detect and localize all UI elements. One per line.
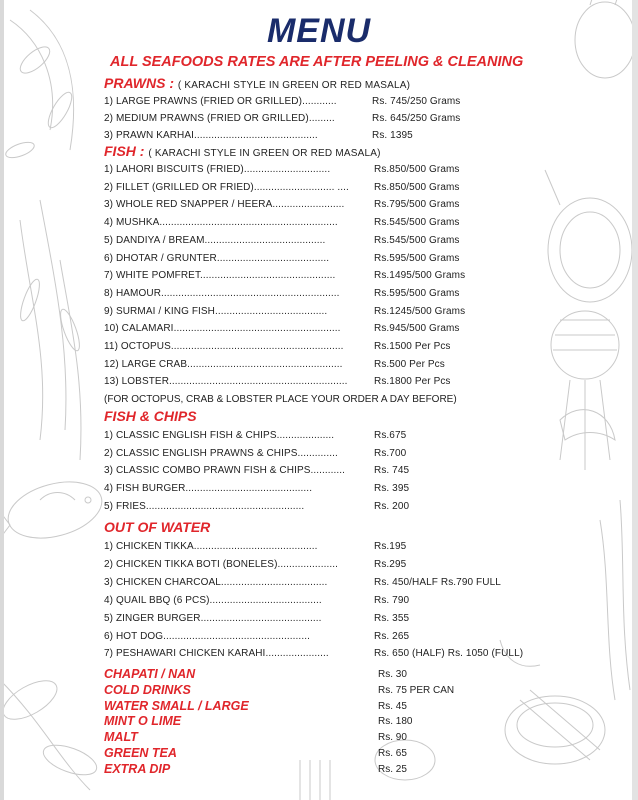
item-price: Rs.545/500 Grams [374,234,460,246]
item-price: Rs. 650 (HALF) Rs. 1050 (FULL) [374,648,524,660]
item-price: Rs.295 [374,558,407,570]
menu-item [104,217,574,233]
extra-item-name: CHAPATI / NAN [104,667,196,681]
item-name: 1) CHICKEN TIKKA [104,541,194,552]
item-price: Rs.1800 Per Pcs [374,376,451,388]
item-price: Rs. 1395 [372,130,413,142]
item-leader-dots: .......................................... [200,612,322,624]
extra-item-name: WATER SMALL / LARGE [104,698,249,713]
item-name: 10) CALAMARI [104,323,174,335]
extra-item-name: MALT [104,730,138,745]
menu-item [104,182,574,198]
item-name: 3) CLASSIC COMBO PRAWN FISH & CHIPS [104,465,311,477]
item-price: Rs.795/500 Grams [374,199,460,211]
item-leader-dots: ..................................... [220,576,328,588]
seafood-notice: ALL SEAFOODS RATES ARE AFTER PEELING & CLEANING [110,54,524,70]
menu-item [104,253,574,269]
menu-item [104,96,574,112]
menu-item [104,359,574,375]
item-name: 11) OCTOPUS [104,341,171,352]
item-leader-dots: ........................................... [193,541,318,552]
item-price: Rs. 450/HALF Rs.790 FULL [374,576,501,588]
item-leader-dots: ....................................... [216,252,330,264]
item-leader-dots: ......... [308,113,335,125]
item-price: Rs.945/500 Grams [374,323,460,335]
extra-item-name: EXTRA DIP [104,761,171,776]
item-leader-dots: .......................................... [204,234,326,246]
item-name: 2) MEDIUM PRAWNS (FRIED OR GRILLED) [104,113,309,125]
item-name: 12) LARGE CRAB [104,358,188,370]
item-price: Rs.500 Per Pcs [374,358,445,370]
item-name: 9) SURMAI / KING FISH [104,305,216,317]
item-price: Rs. 790 [374,594,410,606]
item-price: Rs.1245/500 Grams [374,305,466,317]
menu-item [104,448,574,464]
menu-item [104,306,574,322]
extra-item-price: Rs. 65 [378,748,407,759]
item-leader-dots: ......................... [272,199,345,211]
item-price: Rs.1500 Per Pcs [374,341,451,352]
item-name: 3) WHOLE RED SNAPPER / HEERA [104,199,273,211]
item-leader-dots: ...................... [265,648,329,660]
item-name: 3) PRAWN KARHAI [104,130,195,142]
fish-chips-heading: FISH & CHIPS [104,408,197,424]
menu-item [104,648,574,664]
menu-item [104,559,574,575]
item-name: 2) FILLET (GRILLED OR FRIED) [104,181,254,193]
item-name: 2) CHICKEN TIKKA BOTI (BONELES) [104,558,278,570]
item-price: Rs. 355 [374,612,410,624]
item-leader-dots: ............ [310,465,346,477]
item-name: 5) ZINGER BURGER [104,612,201,624]
item-leader-dots: ............................................................ [170,341,344,352]
item-leader-dots: ............ [302,96,337,107]
extra-item-name: MINT O LIME [104,714,182,729]
menu-item [104,235,574,251]
item-price: Rs.595/500 Grams [374,252,460,264]
item-price: Rs. 745 [374,465,410,477]
extra-item-name: GREEN TEA [104,746,177,760]
item-leader-dots: ..................... [277,558,338,570]
item-name: 5) FRIES [104,500,146,512]
item-price: Rs. 395 [374,483,410,495]
right-border [632,0,638,800]
item-price: Rs.850/500 Grams [374,164,460,175]
item-leader-dots: .............. [297,447,338,459]
item-name: 1) CLASSIC ENGLISH FISH & CHIPS [104,430,277,441]
item-price: Rs.195 [374,541,407,552]
fish-footnote: (FOR OCTOPUS, CRAB & LOBSTER PLACE YOUR ORDER A DAY BEFORE) [104,394,457,405]
extra-item-price: Rs. 45 [378,700,407,712]
menu-item [104,164,574,180]
item-leader-dots: .............................................................. [161,287,340,299]
item-name: 13) LOBSTER [104,376,170,388]
item-leader-dots: ....................................................... [145,500,305,512]
item-price: Rs.675 [374,430,407,441]
menu-item [104,541,574,557]
item-name: 4) FISH BURGER [104,483,186,495]
fish-note: ( KARACHI STYLE IN GREEN OR RED MASALA) [148,148,381,159]
left-border [0,0,4,800]
extra-item-price: Rs. 180 [378,716,413,728]
menu-item [104,199,574,215]
item-price: Rs.545/500 Grams [374,217,460,229]
fish-heading [104,143,381,161]
item-name: 2) CLASSIC ENGLISH PRAWNS & CHIPS [104,447,298,459]
item-leader-dots: .................... [276,430,335,441]
item-name: 1) LAHORI BISCUITS (FRIED) [104,164,244,175]
item-name: 5) DANDIYA / BREAM [104,234,205,246]
item-price: Rs.700 [374,447,407,459]
item-name: 7) PESHAWARI CHICKEN KARAHI [104,648,266,660]
item-name: 1) LARGE PRAWNS (FRIED OR GRILLED) [104,96,303,107]
item-leader-dots: ............................................ [185,483,313,495]
item-price: Rs.850/500 Grams [374,181,460,193]
item-price: Rs.595/500 Grams [374,287,460,299]
menu-item [104,501,574,517]
menu-item [104,613,574,629]
menu-item [104,465,574,481]
item-leader-dots: ....................................... [215,305,328,317]
menu-item [104,376,574,392]
item-name: 4) QUAIL BBQ (6 PCS) [104,594,210,606]
extra-item-name: COLD DRINKS [104,682,191,697]
item-price: Rs. 745/250 Grams [372,96,461,107]
item-price: Rs. 200 [374,500,410,512]
item-leader-dots: .............................................................. [169,376,348,388]
item-name: 3) CHICKEN CHARCOAL [104,576,221,588]
extra-item-price: Rs. 90 [378,732,407,744]
fish-title: FISH : [104,143,145,159]
extra-item-price: Rs. 75 PER CAN [378,684,455,696]
item-name: 7) WHITE POMFRET [104,270,201,282]
menu-item [104,323,574,339]
menu-item [104,341,574,357]
item-name: 8) HAMOUR [104,287,162,299]
item-leader-dots: ............................................... [200,270,336,282]
item-leader-dots: ........................................... [194,130,318,142]
menu-item [104,430,574,446]
item-leader-dots: ....................................... [209,594,322,606]
item-leader-dots: ................................................... [163,630,310,642]
item-price: Rs. 265 [374,630,410,642]
item-leader-dots: .......................................................... [173,323,341,335]
item-price: Rs.1495/500 Grams [374,270,466,282]
item-name: 4) MUSHKA [104,217,160,229]
extra-item-price: Rs. 30 [378,669,407,680]
item-leader-dots: .............................................................. [159,217,338,229]
menu-item [104,288,574,304]
out-of-water-heading: OUT OF WATER [104,519,211,535]
item-leader-dots: ............................ .... [253,181,349,193]
prawns-title: PRAWNS : [104,75,174,91]
page-title: MENU [266,12,372,50]
menu-item [104,113,574,129]
prawns-heading [104,75,410,93]
extra-item-price: Rs. 25 [378,763,407,775]
item-name: 6) DHOTAR / GRUNTER [104,252,217,264]
item-name: 6) HOT DOG [104,630,164,642]
menu-item [104,631,574,647]
item-price: Rs. 645/250 Grams [372,113,461,125]
item-leader-dots: .............................. [243,164,331,175]
item-leader-dots: ...................................................... [187,358,343,370]
menu-item [104,577,574,593]
menu-item [104,595,574,611]
menu-item [104,483,574,499]
menu-item [104,270,574,286]
prawns-note: ( KARACHI STYLE IN GREEN OR RED MASALA) [177,80,411,91]
